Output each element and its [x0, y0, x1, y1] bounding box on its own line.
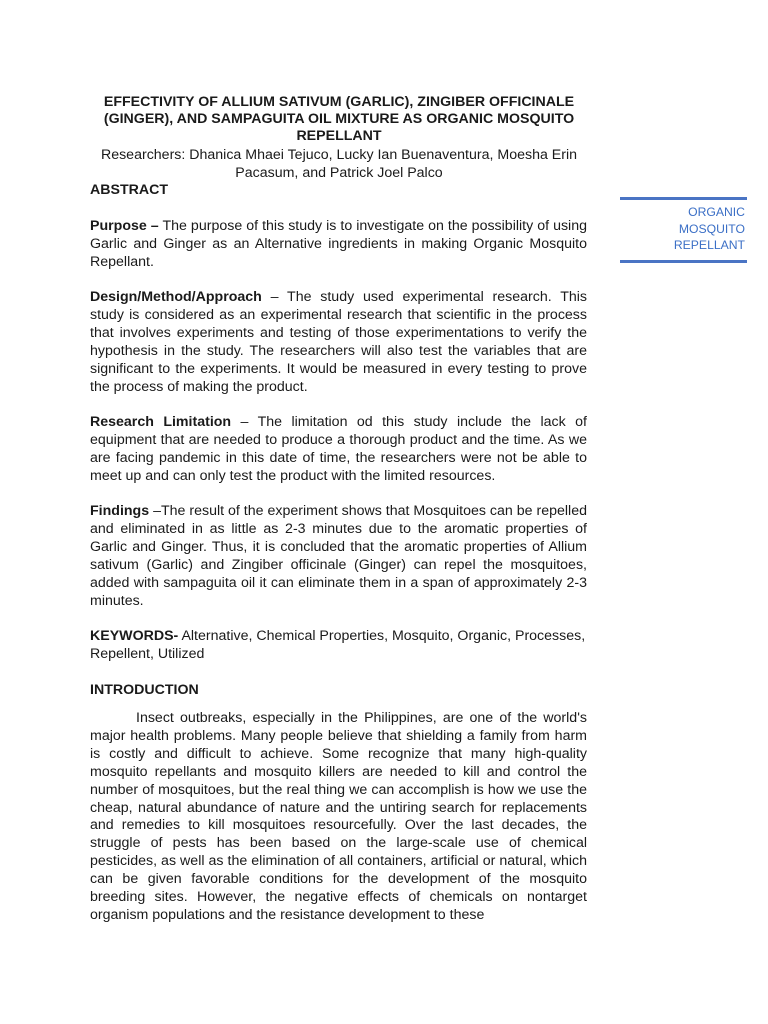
purpose-paragraph	[90, 218, 587, 272]
limitation-label: Research Limitation	[90, 414, 232, 430]
keywords-paragraph	[90, 628, 587, 664]
keywords-text: Alternative, Chemical Properties, Mosquito, Organic, Processes, Repellent, Utilized	[90, 628, 586, 662]
introduction-paragraph: Insect outbreaks, especially in the Philippines, are one of the world's major health problems. Many people believe that shielding a family from harm is costly and difficult to achieve. Some recognize that many high-quality mosquito repellants and mosquito killers are needed to kill and control the number of mosquitoes, but the real thing we can accomplish is how we use the cheap, natural abundance of nature and the untiring search for replacements and remedies to kill mosquitoes resourcefully. Over the last decades, the struggle of pests has been based on the large-scale use of chemical pesticides, as well as the elimination of all containers, artificial or natural, which can be given favorable conditions for the development of the mosquito breeding sites. However, the negative effects of chemicals on nontarget organism populations and the resistance development to these	[90, 710, 587, 923]
introduction-heading: INTRODUCTION	[90, 682, 199, 698]
limitation-text: – The limitation od this study include the lack of equipment that are needed to produce a thorough product and the time. As we are facing pandemic in this date of time, the researchers were not be able to meet up and can only test the product with the limited resources.	[90, 414, 588, 484]
design-paragraph	[90, 289, 587, 396]
paper-title: EFFECTIVITY OF ALLIUM SATIVUM (GARLIC), ZINGIBER OFFICINALE (GINGER), AND SAMPAGUITA OIL MIXTURE AS ORGANIC MOSQUITO REPELLANT	[103, 94, 575, 144]
purpose-label: Purpose –	[90, 218, 159, 234]
findings-label: Findings	[90, 503, 150, 519]
design-text: – The study used experimental research. This study is considered as an experimental research that scientific in the process that involves experiments and testing of those experimentations to verify the hypothesis in the study. The researchers will also test the variables that are significant to the experiments. It would be measured in every testing to prove the process of making the product.	[90, 289, 587, 395]
researchers-line: Researchers: Dhanica Mhaei Tejuco, Lucky Ian Buenaventura, Moesha Erin Pacasum, and Patrick Joel Palco	[100, 147, 578, 181]
sidebar-callout-label: ORGANIC MOSQUITO REPELLANT	[673, 205, 745, 252]
keywords-label: KEYWORDS-	[90, 628, 179, 644]
limitation-paragraph	[90, 414, 587, 486]
findings-paragraph	[90, 503, 587, 610]
design-label: Design/Method/Approach	[90, 289, 262, 305]
findings-text: –The result of the experiment shows that Mosquitoes can be repelled and eliminated in as little as 2-3 minutes due to the aromatic properties of Garlic and Ginger. Thus, it is concluded that the aromatic properties of Allium sativum (Garlic) and Zingiber officinale (Ginger) can repel the mosquitoes, added with sampaguita oil it can eliminate them in a span of approximately 2-3 minutes.	[90, 503, 587, 609]
purpose-text: The purpose of this study is to investigate on the possibility of using Garlic and Ginger as an Alternative ingredients in making Organic Mosquito Repellant.	[90, 218, 587, 270]
abstract-heading: ABSTRACT	[90, 182, 169, 198]
sidebar-callout	[620, 197, 747, 263]
